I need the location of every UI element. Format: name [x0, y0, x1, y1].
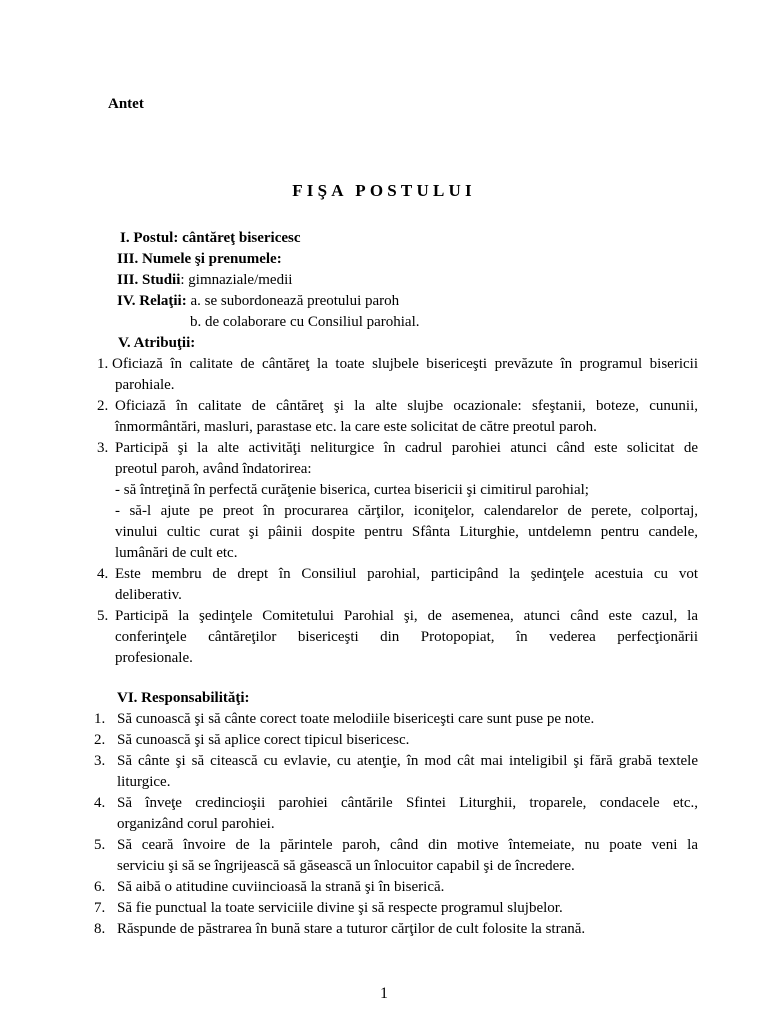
atributii-item-5-line-1: Participă la şedinţele Comitetului Parohial şi, de asemenea, atunci când este cazul, la	[115, 608, 698, 624]
section-heading-responsabilitati: VI. Responsabilităţi:	[117, 690, 250, 706]
atributii-item-5-line-2: conferinţele cântăreţilor bisericeşti din Protopopiat, în vederea perfecţionării	[115, 629, 698, 645]
atributii-subitem-2-line-1: - să-l ajute pe preot în procurarea cărţilor, iconiţelor, calendarelor de perete, colportaj,	[115, 503, 698, 519]
resp-item-5-number: 5.	[94, 837, 106, 853]
meta-studies-label: III. Studii	[117, 272, 181, 288]
meta-relations-value-a: a. se subordonează preotului paroh	[186, 293, 400, 309]
letterhead-label: Antet	[108, 96, 144, 112]
resp-item-3-number: 3.	[94, 753, 106, 769]
resp-item-5-line-2: serviciu şi să se îngrijească să găsească un înlocuitor capabil şi de încredere.	[117, 858, 575, 874]
meta-relations	[117, 293, 399, 310]
atributii-item-4-line-1: Este membru de drept în Consiliul parohial, participând la şedinţele acestuia cu vot	[115, 566, 698, 582]
section-heading-atributii: V. Atribuţii:	[118, 335, 196, 351]
meta-relations-value-b: b. de colaborare cu Consiliul parohial.	[190, 314, 420, 330]
resp-item-2-number: 2.	[94, 732, 106, 748]
atributii-item-1-line-1: Oficiază în calitate de cântăreţ la toate slujbele bisericeşti prevăzute în programul bisericii	[112, 356, 698, 372]
atributii-item-4-number: 4.	[97, 566, 109, 582]
atributii-subitem-2-line-2: vinului cultic curat şi pâinii dospite pentru Sfânta Liturghie, untdelemn pentru candele,	[115, 524, 698, 540]
resp-item-1-line-1: Să cunoască şi să cânte corect toate melodiile bisericeşti care sunt puse pe note.	[117, 711, 595, 727]
resp-item-7-line-1: Să fie punctual la toate serviciile divine şi să respecte programul slujbelor.	[117, 900, 563, 916]
resp-item-3-line-1: Să cânte şi să citească cu evlavie, cu atenţie, în mod cât mai inteligibil şi fără grabă textele	[117, 753, 698, 769]
meta-post	[120, 230, 301, 247]
resp-item-8-number: 8.	[94, 921, 106, 937]
resp-item-2-line-1: Să cunoască şi să aplice corect tipicul bisericesc.	[117, 732, 410, 748]
resp-item-6-line-1: Să aibă o atitudine cuviincioasă la strană şi în biserică.	[117, 879, 445, 895]
resp-item-3-line-2: liturgice.	[117, 774, 171, 790]
atributii-item-3-line-1: Participă şi la alte activităţi neliturgice în cadrul parohiei atunci când este solicitat de	[115, 440, 698, 456]
atributii-item-4-line-2: deliberativ.	[115, 587, 182, 603]
atributii-item-5-line-3: profesionale.	[115, 650, 193, 666]
atributii-item-2-line-2: înmormântări, masluri, parastase etc. la care este solicitat de către preotul paroh.	[115, 419, 597, 435]
atributii-item-5-number: 5.	[97, 608, 109, 624]
meta-relations-b	[190, 314, 420, 331]
atributii-item-3-line-2: preotul paroh, având îndatorirea:	[115, 461, 312, 477]
atributii-item-2-number: 2.	[97, 398, 109, 414]
resp-item-4-number: 4.	[94, 795, 106, 811]
atributii-subitem-1: - să întreţină în perfectă curăţenie biserica, curtea bisericii şi cimitirul parohial;	[115, 482, 589, 498]
resp-item-1-number: 1.	[94, 711, 106, 727]
atributii-item-3-number: 3.	[97, 440, 109, 456]
resp-item-5-line-1: Să ceară învoire de la părintele paroh, când din motive întemeiate, nu poate veni la	[117, 837, 698, 853]
meta-studies	[117, 272, 292, 289]
resp-item-4-line-1: Să înveţe credincioşii parohiei cântările Sfintei Liturghii, troparele, condacele etc.,	[117, 795, 698, 811]
atributii-item-1-number: 1.	[97, 356, 109, 372]
meta-studies-value: : gimnaziale/medii	[180, 272, 293, 288]
atributii-subitem-2-line-3: lumânări de cult etc.	[115, 545, 238, 561]
resp-item-4-line-2: organizând corul parohiei.	[117, 816, 275, 832]
resp-item-7-number: 7.	[94, 900, 106, 916]
page-number: 1	[380, 985, 388, 1002]
meta-name	[117, 251, 282, 268]
meta-post-label: I. Postul: cântăreţ bisericesc	[120, 230, 301, 246]
meta-name-label: III. Numele şi prenumele:	[117, 251, 282, 267]
resp-item-6-number: 6.	[94, 879, 106, 895]
resp-item-8-line-1: Răspunde de păstrarea în bună stare a tuturor cărţilor de cult folosite la strană.	[117, 921, 586, 937]
meta-relations-label: IV. Relaţii:	[117, 293, 187, 309]
atributii-item-2-line-1: Oficiază în calitate de cântăreţ şi la alte slujbe ocazionale: sfeştanii, boteze, cununii,	[115, 398, 698, 414]
atributii-item-1-line-2: parohiale.	[115, 377, 175, 393]
document-title: FIŞA POSTULUI	[292, 181, 476, 200]
